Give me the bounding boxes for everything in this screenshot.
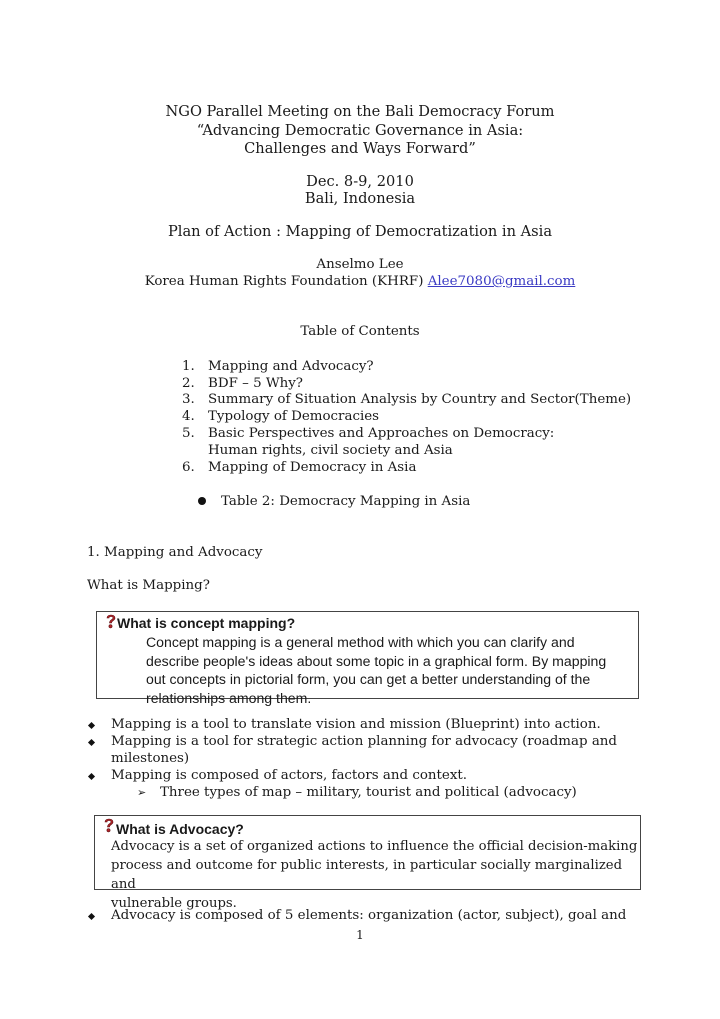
box-title: What is concept mapping? <box>117 615 296 631</box>
bullet-dot-icon <box>198 497 206 505</box>
author-name: Anselmo Lee <box>316 257 404 272</box>
toc-item: Mapping of Democracy in Asia <box>208 460 417 475</box>
toc-item: Typology of Democracies <box>208 409 380 424</box>
toc-item-number: 5. <box>182 426 195 441</box>
plan-title: Plan of Action : Mapping of Democratization in Asia <box>167 223 553 240</box>
toc-item: BDF – 5 Why? <box>208 376 303 391</box>
conference-place: Bali, Indonesia <box>304 190 416 207</box>
box-body <box>146 633 636 707</box>
box-line: relationships among them. <box>146 689 312 706</box>
toc-item-number: 1. <box>182 359 195 374</box>
box-title: What is Advocacy? <box>116 821 244 837</box>
sub-bullet-item: Three types of map – military, tourist and political (advocacy) <box>160 785 577 800</box>
toc-item: Summary of Situation Analysis by Country and Sector(Theme) <box>208 392 632 407</box>
toc-item: Basic Perspectives and Approaches on Democracy: <box>208 426 555 441</box>
toc-item-continuation: Human rights, civil society and Asia <box>208 443 453 458</box>
bullet-item: Mapping is composed of actors, factors and context. <box>111 768 468 783</box>
box-line: describe people's ideas about some topic in a graphical form. By mapping <box>146 652 607 669</box>
box-body <box>111 837 639 913</box>
diamond-bullet-icon <box>88 739 95 746</box>
box-line: process and outcome for public interests, in particular socially marginalized and <box>111 858 623 892</box>
box-line: Advocacy is a set of organized actions to influence the official decision-making <box>111 839 638 854</box>
bullet-item-continuation: milestones) <box>111 751 190 766</box>
toc-item-number: 3. <box>182 392 195 407</box>
bullet-item: Mapping is a tool for strategic action planning for advocacy (roadmap and <box>111 734 618 749</box>
concept-mapping-box <box>96 611 639 706</box>
section-question: What is Mapping? <box>87 578 210 593</box>
toc-item-number: 6. <box>182 460 195 475</box>
section-heading: 1. Mapping and Advocacy <box>87 545 263 560</box>
question-mark-icon <box>104 613 118 629</box>
toc-item-number: 2. <box>182 376 195 391</box>
diamond-bullet-icon <box>88 773 95 780</box>
author-org: Korea Human Rights Foundation (KHRF) <box>144 274 424 289</box>
toc-table-reference: Table 2: Democracy Mapping in Asia <box>221 494 471 509</box>
box-line: out concepts in pictorial form, you can get a better understanding of the <box>146 671 591 687</box>
conference-theme: “Advancing Democratic Governance in Asia: <box>196 122 524 139</box>
diamond-bullet-icon <box>88 913 95 920</box>
bullet-item: Mapping is a tool to translate vision and mission (Blueprint) into action. <box>111 717 601 732</box>
question-mark-icon <box>102 817 116 833</box>
author-affiliation <box>0 274 720 289</box>
advocacy-box <box>94 815 641 911</box>
conference-subtheme: Challenges and Ways Forward” <box>244 140 476 157</box>
bullet-item: Advocacy is composed of 5 elements: organization (actor, subject), goal and <box>111 908 627 923</box>
arrow-bullet-icon: ➢ <box>137 786 147 799</box>
toc-heading: Table of Contents <box>300 324 420 339</box>
conference-date: Dec. 8-9, 2010 <box>306 173 414 190</box>
toc-item-number: 4. <box>182 409 195 424</box>
box-line: vulnerable groups. <box>111 896 237 911</box>
box-line: Concept mapping is a general method with which you can clarify and <box>146 634 575 650</box>
conference-title: NGO Parallel Meeting on the Bali Democracy Forum <box>165 103 555 120</box>
author-email-link[interactable]: Alee7080@gmail.com <box>427 274 576 289</box>
diamond-bullet-icon <box>88 722 95 729</box>
page-number: 1 <box>356 928 364 942</box>
toc-item: Mapping and Advocacy? <box>208 359 374 374</box>
